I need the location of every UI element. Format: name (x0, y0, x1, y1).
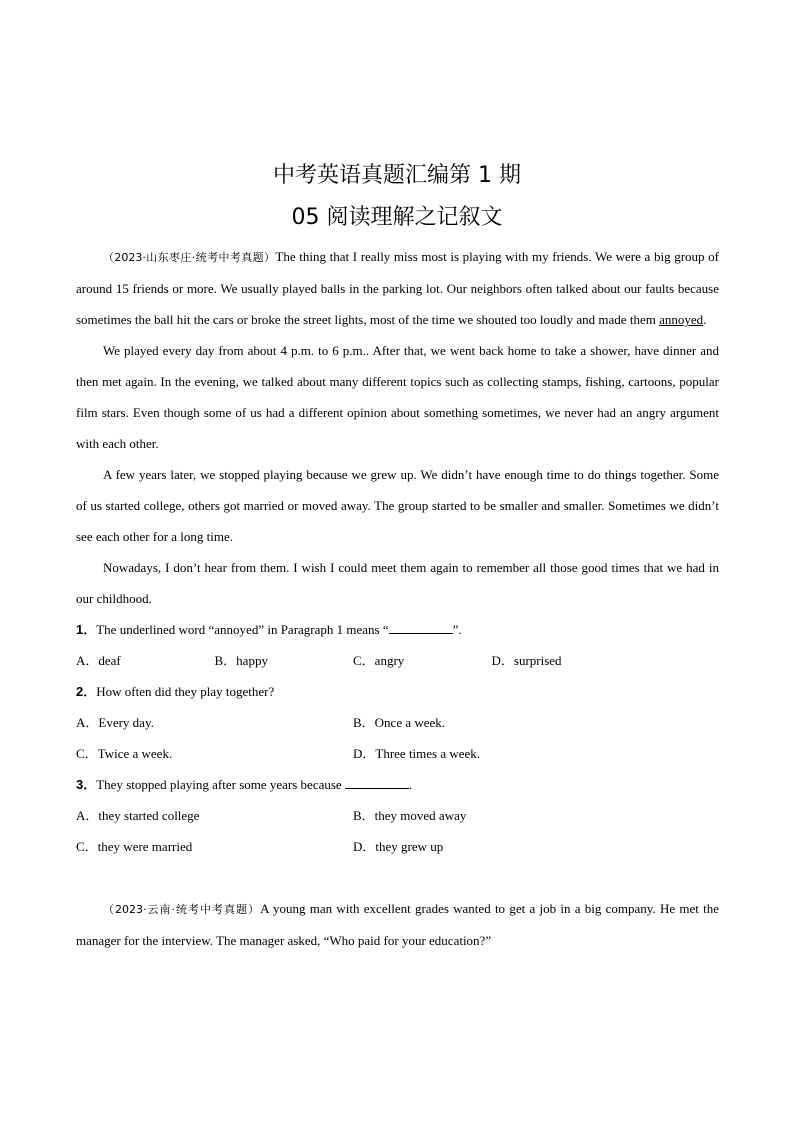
option-b: B．they moved away (353, 808, 467, 823)
question-1-options (76, 645, 719, 676)
passage2-source: （2023·云南·统考中考真题） (103, 903, 261, 916)
question-3 (76, 769, 719, 800)
answer-blank (345, 776, 409, 789)
option-c: C．angry (353, 653, 405, 668)
spacer (76, 862, 719, 893)
passage1-paragraph-1 (76, 241, 719, 335)
passage1-source: （2023·山东枣庄·统考中考真题） (103, 251, 276, 264)
passage2-paragraph-1 (76, 893, 719, 956)
question-number: 1． (76, 622, 97, 637)
question-stem-end: ”. (452, 622, 462, 637)
question-2-options-row-2 (76, 738, 719, 769)
option-c: C．Twice a week. (76, 746, 173, 761)
underlined-word: annoyed (659, 312, 704, 327)
option-d: D．they grew up (353, 839, 444, 854)
option-d: D．surprised (491, 653, 562, 668)
question-2 (76, 676, 719, 707)
option-a: A．they started college (76, 808, 200, 823)
question-1 (76, 614, 719, 645)
question-number: 3． (76, 777, 97, 792)
option-c: C．they were married (76, 839, 193, 854)
paragraph-text-end: . (703, 312, 707, 327)
option-b: B．happy (214, 653, 268, 668)
passage1-paragraph-3: A few years later, we stopped playing because we grew up. We didn’t have enough time to do things together. Some of us started college, others got married or moved away. The group started to be smaller and smaller. Sometimes we didn’t see each other for a long time. (76, 467, 719, 544)
question-stem: The underlined word “annoyed” in Paragraph 1 means “ (96, 622, 389, 637)
document-body (76, 241, 719, 956)
paragraph-text: A young man with excellent grades wanted to get a job in a big company. He met the manager for the interview. The manager asked, “Who paid for your education?” (76, 901, 719, 948)
question-stem: How often did they play together? (96, 684, 275, 699)
option-b: B．Once a week. (353, 715, 446, 730)
question-3-options-row-1 (76, 800, 719, 831)
option-d: D．Three times a week. (353, 746, 481, 761)
question-3-options-row-2 (76, 831, 719, 862)
question-stem: They stopped playing after some years because (96, 777, 345, 792)
answer-blank (389, 621, 453, 634)
question-number: 2． (76, 684, 97, 699)
passage1-paragraph-2: We played every day from about 4 p.m. to 6 p.m.. After that, we went back home to take a shower, have dinner and then met again. In the evening, we talked about many different topics such as collecting stamps, fishing, cartoons, popular film stars. Even though some of us had a different opinion about something sometimes, we never had an angry argument with each other. (76, 343, 719, 451)
paragraph-text: The thing that I really miss most is playing with my friends. We were a big group of around 15 friends or more. We usually played balls in the parking lot. Our neighbors often talked about our faults because sometimes the ball hit the cars or broke the street lights, most of the time we shouted too loudly and made them (76, 249, 719, 327)
question-stem-end: . (408, 777, 413, 792)
section-title: 05 阅读理解之记叙文 (291, 205, 503, 230)
option-a: A．deaf (76, 653, 121, 668)
option-a: A．Every day. (76, 715, 154, 730)
document-title: 中考英语真题汇编第 1 期 (273, 163, 521, 188)
passage1-paragraph-4: Nowadays, I don’t hear from them. I wish I could meet them again to remember all those good times that we had in our childhood. (76, 560, 719, 606)
question-2-options-row-1 (76, 707, 719, 738)
